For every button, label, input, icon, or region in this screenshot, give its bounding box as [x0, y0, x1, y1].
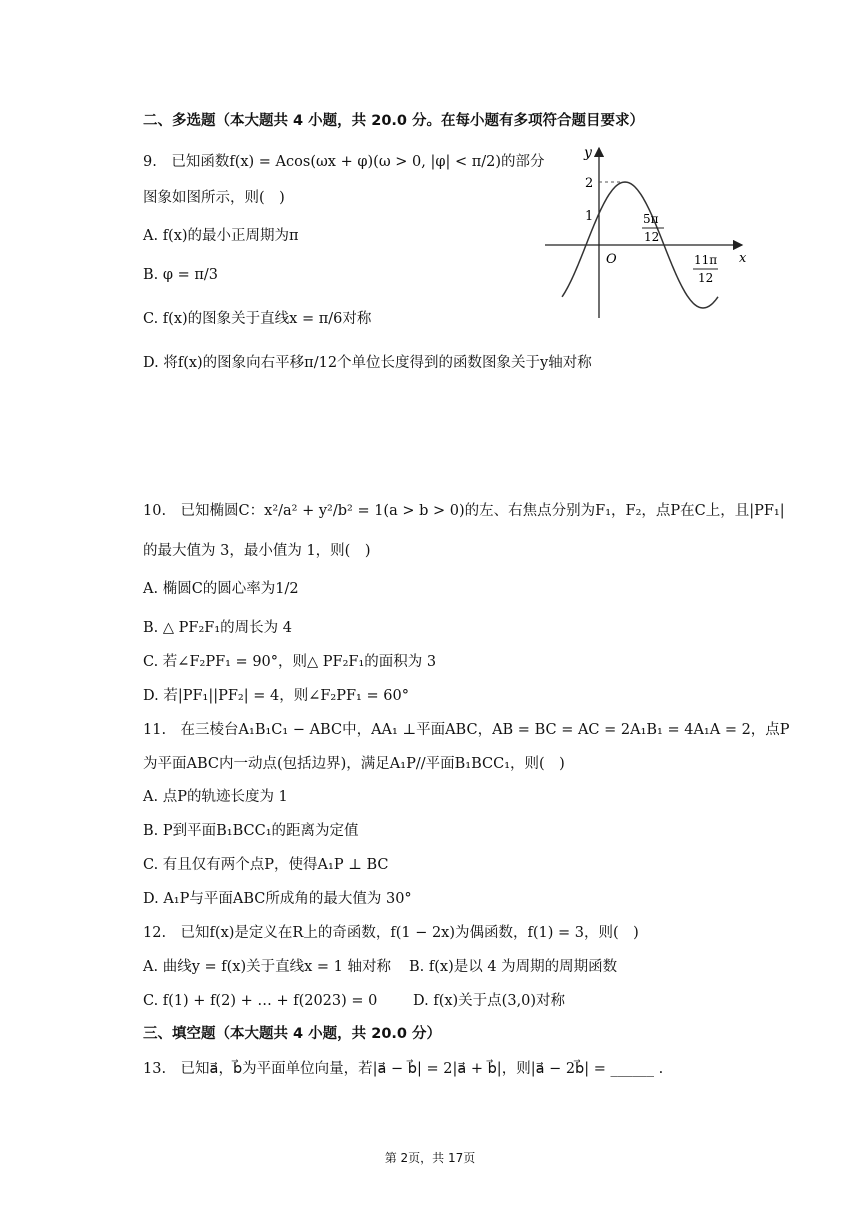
- q10-option-b: B. △ PF₂F₁的周长为 4: [143, 620, 292, 636]
- tick-label-1: 1: [585, 209, 594, 224]
- section-title-multiple-choice: 二、多选题（本大题共 4 小题，共 20.0 分。在每小题有多项符合题目要求）: [143, 113, 645, 129]
- q9-cosine-graph: [540, 140, 750, 322]
- tick-label-12-a: 12: [644, 230, 660, 244]
- tick-label-2: 2: [585, 176, 594, 191]
- q10-stem: 10. 已知椭圆C：x²/a² + y²/b² = 1(a > b > 0)的左、右焦点分别为F₁，F₂，点P在C上，且|PF₁|: [143, 503, 785, 519]
- q9-option-c: C. f(x)的图象关于直线x = π/6对称: [143, 311, 372, 327]
- q12-option-d: D. f(x)关于点(3,0)对称: [413, 993, 566, 1009]
- q10-option-a: A. 椭圆C的圆心率为1/2: [143, 581, 299, 597]
- tick-label-5pi: 5π: [643, 212, 659, 226]
- q11-option-a: A. 点P的轨迹长度为 1: [143, 789, 288, 805]
- q11-option-d: D. A₁P与平面ABC所成角的最大值为 30°: [143, 891, 412, 907]
- q11-option-b: B. P到平面B₁BCC₁的距离为定值: [143, 823, 359, 839]
- q10-option-d: D. 若|PF₁||PF₂| = 4，则∠F₂PF₁ = 60°: [143, 688, 409, 704]
- x-axis-label: x: [739, 251, 747, 266]
- q13-stem: 13. 已知a⃗，b⃗为平面单位向量，若|a⃗ − b⃗| = 2|a⃗ + b⃗|，则|a⃗ − 2b⃗| = ______ .: [143, 1061, 664, 1077]
- tick-label-11pi: 11π: [694, 253, 718, 267]
- q9-option-d: D. 将f(x)的图象向右平移π/12个单位长度得到的函数图象关于y轴对称: [143, 355, 592, 371]
- tick-label-12-b: 12: [698, 271, 714, 285]
- q11-option-c: C. 有且仅有两个点P，使得A₁P ⊥ BC: [143, 857, 389, 873]
- q12-option-a: A. 曲线y = f(x)关于直线x = 1 轴对称: [143, 959, 391, 975]
- section-title-fill-in: 三、填空题（本大题共 4 小题，共 20.0 分）: [143, 1026, 442, 1042]
- q10-option-c: C. 若∠F₂PF₁ = 90°，则△ PF₂F₁的面积为 3: [143, 654, 437, 670]
- page-footer: 第 2页，共 17页: [384, 1151, 476, 1165]
- q11-stem: 11. 在三棱台A₁B₁C₁ − ABC中，AA₁ ⊥平面ABC，AB = BC = AC = 2A₁B₁ = 4A₁A = 2，点P: [143, 722, 790, 738]
- q12-option-c: C. f(1) + f(2) + … + f(2023) = 0: [143, 993, 378, 1009]
- q12-stem: 12. 已知f(x)是定义在R上的奇函数，f(1 − 2x)为偶函数，f(1) = 3，则( ): [143, 925, 639, 941]
- origin-label: O: [606, 252, 617, 267]
- q12-option-b: B. f(x)是以 4 为周期的周期函数: [409, 959, 618, 975]
- q11-stem-continued: 为平面ABC内一动点(包括边界)，满足A₁P//平面B₁BCC₁，则( ): [143, 756, 565, 772]
- q9-option-a: A. f(x)的最小正周期为π: [143, 228, 299, 244]
- y-axis-label: y: [584, 145, 592, 161]
- q9-stem: 9. 已知函数f(x) = Acos(ωx + φ)(ω > 0, |φ| < π/2)的部分: [143, 154, 545, 170]
- q9-option-b: B. φ = π/3: [143, 267, 219, 283]
- q9-stem-continued: 图象如图所示，则( ): [143, 190, 285, 206]
- q10-stem-continued: 的最大值为 3，最小值为 1，则( ): [143, 543, 371, 559]
